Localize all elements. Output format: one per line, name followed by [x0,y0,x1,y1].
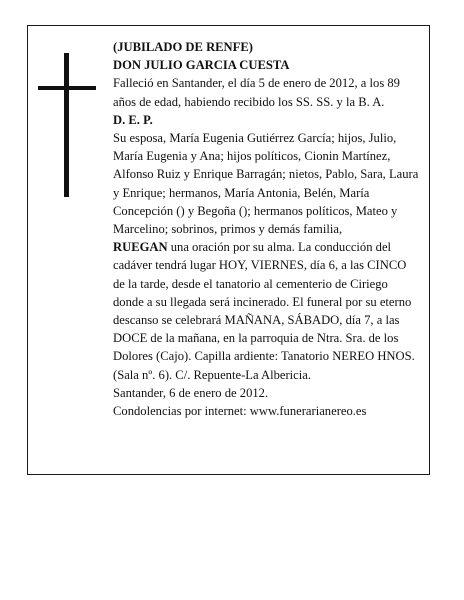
request-paragraph [113,238,419,384]
obituary-text [113,38,419,420]
condolences-line: Condolencias por internet: www.funerarianereo.es [113,404,367,419]
cross-icon [38,53,96,197]
obituary-header: (JUBILADO DE RENFE) [113,40,253,54]
death-details: Falleció en Santander, el día 5 de enero de 2012, a los 89 años de edad, habiendo recibido los SS. SS. y la B. A. [113,76,400,109]
deceased-name: DON JULIO GARCIA CUESTA [113,58,290,73]
cross-horizontal-bar [38,86,96,90]
family-list: Su esposa, María Eugenia Gutiérrez García; hijos, Julio, María Eugenia y Ana; hijos políticos, Cionin Martínez, Alfonso Ruiz y Enrique Barragán; nietos, Pablo, Sara, Laura y Enrique; hermanos, María Antonia, Belén, María Concepción () y Begoña (); hermanos políticos, Mateo y Marcelino; sobrinos, primos y demás familia, [113,131,419,237]
request-text: una oración por su alma. La conducción del cadáver tendrá lugar HOY, VIERNES, día 6, a las CINCO de la tarde, desde el tanatorio al cementerio de Ciriego donde a su llegada será incinerado. El funeral por su eterno descanso se celebrará MAÑANA, SÁBADO, día 7, a las DOCE de la mañana, en la parroquia de Ntra. Sra. de los Dolores (Cajo). Capilla ardiente: Tanatorio NEREO HNOS. (Sala nº. 6). C/. Repuente-La Albericia. [113,240,415,382]
cross-vertical-bar [64,53,69,197]
place-date: Santander, 6 de enero de 2012. [113,385,269,400]
rip-line: D. E. P. [113,112,153,127]
request-word: RUEGAN [113,240,168,255]
